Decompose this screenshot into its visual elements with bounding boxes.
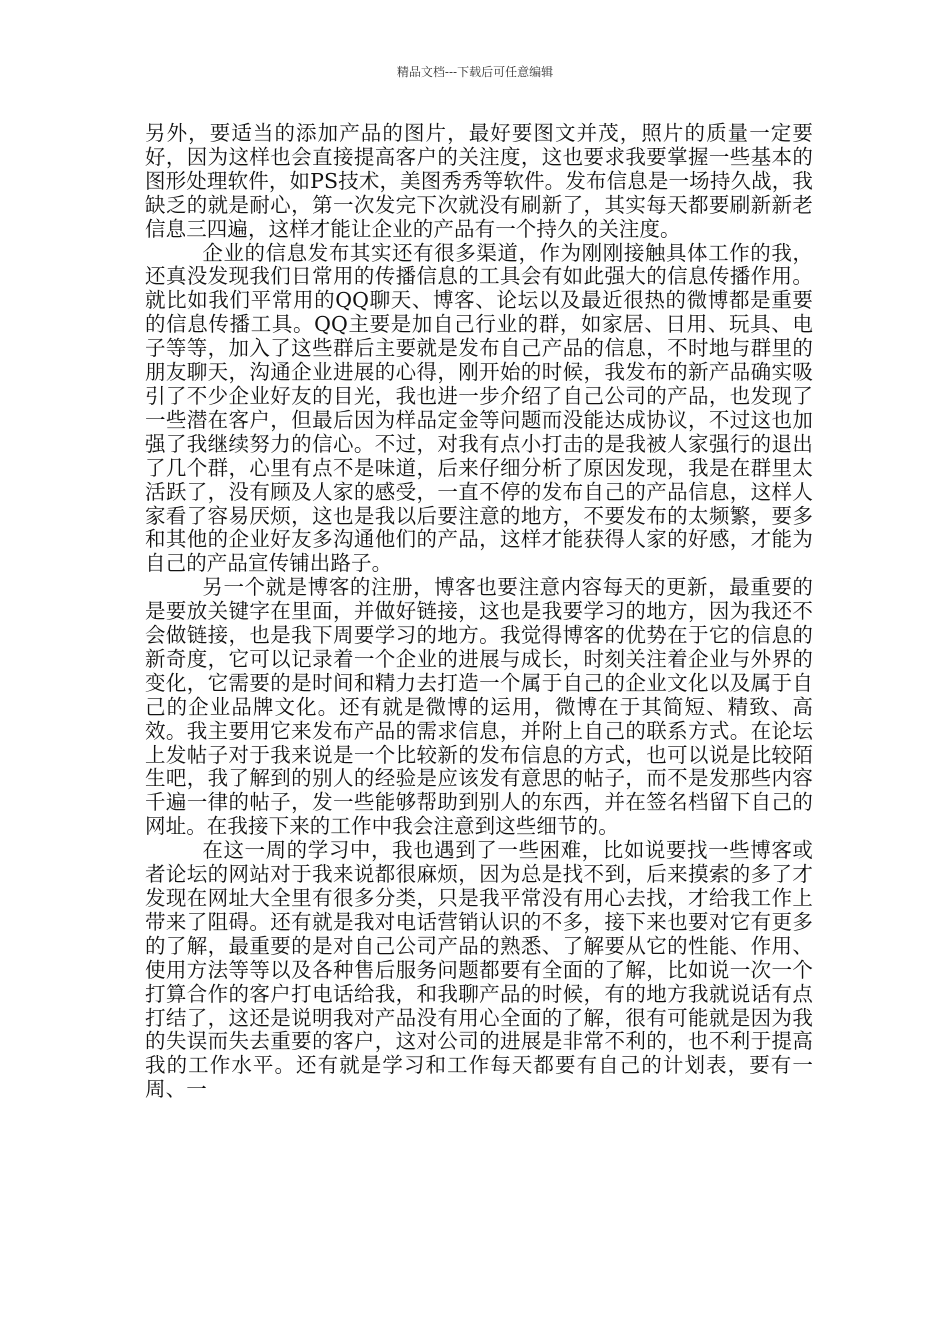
document-body [145,122,813,1102]
page-header: 精品文档---下载后可任意编辑 [396,65,554,79]
paragraph-1: 另外，要适当的添加产品的图片，最好要图文并茂，照片的质量一定要好，因为这样也会直接提高客户的关注度，这也要求我要掌握一些基本的图形处理软件，如PS技术，美图秀秀等软件。发布信息是一场持久战，我缺乏的就是耐心，第一次发完下次就没有刷新了，其实每天都要刷新新老信息三四遍，这样才能让企业的产品有一个持久的关注度。 [145,121,813,241]
paragraph-2: 企业的信息发布其实还有很多渠道，作为刚刚接触具体工作的我，还真没发现我们日常用的传播信息的工具会有如此强大的信息传播作用。就比如我们平常用的QQ聊天、博客、论坛以及最近很热的微博都是重要的信息传播工具。QQ主要是加自己行业的群，如家居、日用、玩具、电子等等，加入了这些群后主要就是发布自己产品的信息，不时地与群里的朋友聊天，沟通企业进展的心得，刚开始的时候，我发布的新产品确实吸引了不少企业好友的目光，我也进一步介绍了自己公司的产品，也发现了一些潜在客户，但最后因为样品定金等问题而没能达成协议，不过这也加强了我继续努力的信心。不过，对我有点小打击的是我被人家强行的退出了几个群，心里有点不是味道，后来仔细分析了原因发现，我是在群里太活跃了，没有顾及人家的感受，一直不停的发布自己的产品信息，这样人家看了容易厌烦，这也是我以后要注意的地方，不要发布的太频繁，要多和其他的企业好友多沟通他们的产品，这样才能获得人家的好感，才能为自己的产品宣传铺出路子。 [145,240,813,576]
paragraph-3: 另一个就是博客的注册，博客也要注意内容每天的更新，最重要的是要放关键字在里面，并做好链接，这也是我要学习的地方，因为我还不会做链接，也是我下周要学习的地方。我觉得博客的优势在于它的信息的新奇度，它可以记录着一个企业的进展与成长，时刻关注着企业与外界的变化，它需要的是时间和精力去打造一个属于自己的企业文化以及属于自己的企业品牌文化。还有就是微博的运用，微博在于其简短、精致、高效。我主要用它来发布产品的需求信息，并附上自己的联系方式。在论坛上发帖子对于我来说是一个比较新的发布信息的方式，也可以说是比较陌生吧，我了解到的别人的经验是应该发有意思的帖子，而不是发那些内容千遍一律的帖子，发一些能够帮助到别人的东西，并在签名档留下自己的网址。在我接下来的工作中我会注意到这些细节的。 [145,575,813,839]
paragraph-4: 在这一周的学习中，我也遇到了一些困难，比如说要找一些博客或者论坛的网站对于我来说都很麻烦，因为总是找不到，后来摸索的多了才发现在网址大全里有很多分类，只是我平常没有用心去找，才给我工作上带来了阻碍。还有就是我对电话营销认识的不多，接下来也要对它有更多的了解，最重要的是对自己公司产品的熟悉、了解要从它的性能、作用、使用方法等等以及各种售后服务问题都要有全面的了解，比如说一次一个打算合作的客户打电话给我，和我聊产品的时候，有的地方我就说话有点打结了，这还是说明我对产品没有用心全面的了解，很有可能就是因为我的失误而失去重要的客户，这对公司的进展是非常不利的，也不利于提高我的工作水平。还有就是学习和工作每天都要有自己的计划表，要有一周、一 [145,838,813,1102]
